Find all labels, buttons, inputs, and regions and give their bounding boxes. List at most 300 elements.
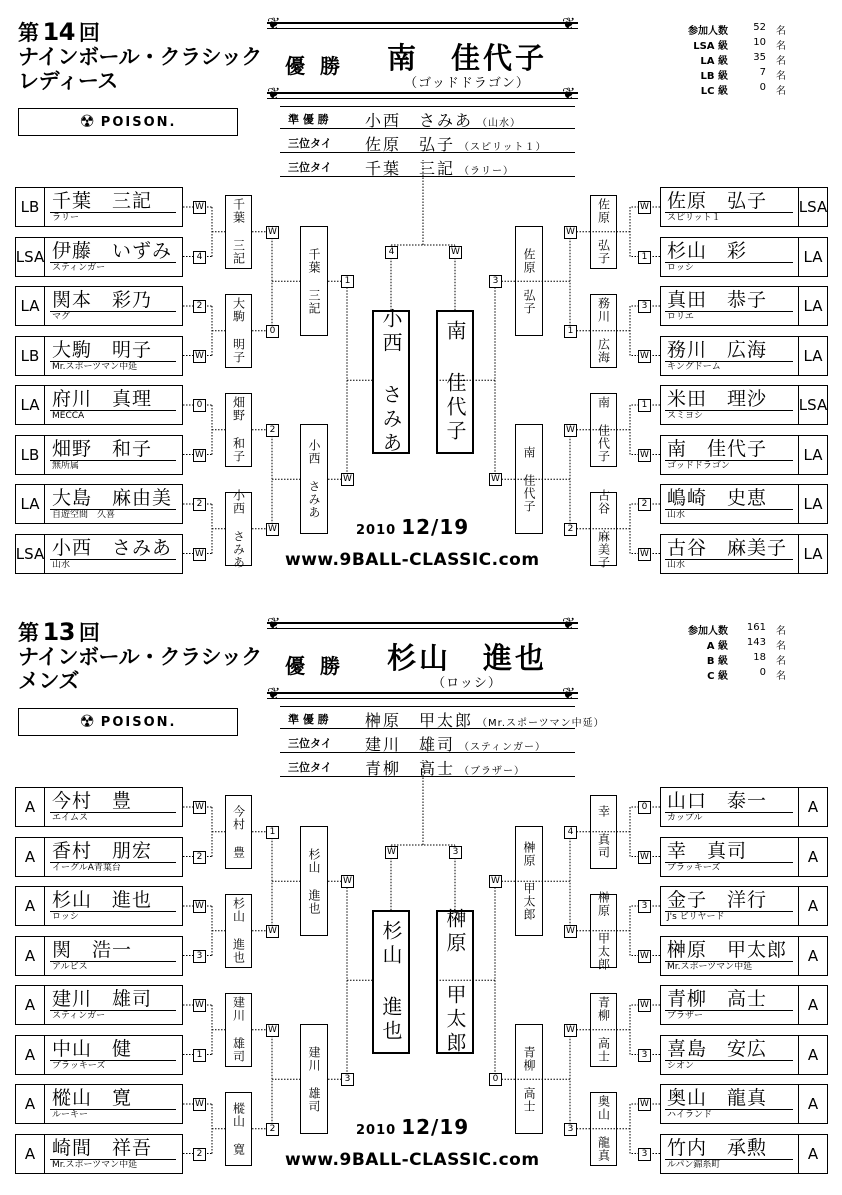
player-class: A bbox=[16, 887, 45, 925]
match-score: 2 bbox=[266, 424, 279, 437]
placing-label: 準 優 勝 bbox=[288, 713, 329, 726]
round2-player bbox=[590, 1092, 617, 1166]
player-name: 南 佳代子 bbox=[667, 437, 768, 460]
stat-row bbox=[662, 622, 802, 637]
match-score: W bbox=[638, 1098, 651, 1111]
player-name: 杉山 彩 bbox=[667, 239, 748, 262]
player-entry bbox=[660, 886, 828, 926]
match-score: 1 bbox=[341, 275, 354, 288]
placing-team: （スティンガー） bbox=[459, 742, 547, 753]
round3-name: 杉山 進也 bbox=[307, 847, 321, 915]
stat-label: C 級 bbox=[707, 671, 728, 682]
website-url: www.9BALL-CLASSIC.com bbox=[285, 550, 540, 570]
stat-unit: 名 bbox=[776, 41, 786, 52]
tournament-title bbox=[18, 20, 262, 93]
match-score: W bbox=[638, 851, 651, 864]
round2-player bbox=[590, 195, 617, 269]
match-score: 2 bbox=[193, 1148, 206, 1161]
match-score: W bbox=[638, 449, 651, 462]
player-class: A bbox=[798, 1036, 827, 1074]
match-score: W bbox=[564, 226, 577, 239]
finalist-left bbox=[372, 308, 410, 457]
player-entry bbox=[660, 484, 828, 524]
stat-unit: 名 bbox=[776, 71, 786, 82]
match-score: 4 bbox=[385, 246, 398, 259]
sponsor-logo bbox=[18, 108, 238, 136]
match-score: 2 bbox=[638, 498, 651, 511]
player-team: 山水 bbox=[52, 559, 71, 570]
player-entry bbox=[660, 534, 828, 574]
round2-player bbox=[590, 294, 617, 368]
finalist-right bbox=[436, 310, 474, 454]
player-team: ブラザー bbox=[667, 1011, 704, 1021]
player-entry bbox=[15, 985, 183, 1025]
player-entry bbox=[15, 484, 183, 524]
round3-name: 小西 さみあ bbox=[307, 439, 321, 520]
player-class: LA bbox=[798, 337, 827, 375]
match-score: 2 bbox=[193, 498, 206, 511]
round3-player bbox=[515, 226, 543, 336]
round2-player bbox=[225, 294, 252, 368]
event-year: 2010 bbox=[356, 1123, 397, 1138]
round2-player bbox=[225, 993, 252, 1067]
player-team: カップル bbox=[667, 813, 703, 823]
player-class: LSA bbox=[798, 386, 827, 424]
player-team: ロリエ bbox=[667, 312, 694, 322]
player-team: ゴッドドラゴン bbox=[667, 460, 730, 471]
stat-unit: 名 bbox=[776, 671, 786, 682]
player-entry bbox=[660, 1134, 828, 1174]
round3-name: 建川 雄司 bbox=[307, 1045, 321, 1113]
player-class: A bbox=[798, 838, 827, 876]
player-class: A bbox=[16, 1036, 45, 1074]
round3-player bbox=[515, 826, 543, 936]
match-score: W bbox=[193, 201, 206, 214]
player-team: ルーキー bbox=[52, 1110, 89, 1120]
event-date bbox=[356, 515, 469, 539]
ornament-rule bbox=[267, 622, 578, 629]
stat-unit: 名 bbox=[776, 26, 786, 37]
stat-label: B 級 bbox=[706, 656, 728, 667]
placing-row bbox=[280, 756, 575, 777]
match-score: W bbox=[193, 801, 206, 814]
player-name: 務川 広海 bbox=[667, 338, 768, 361]
player-team: ルパン錦糸町 bbox=[667, 1159, 721, 1170]
player-team: 自遊空間 久喜 bbox=[52, 510, 116, 520]
player-team: アルビス bbox=[52, 961, 88, 972]
player-name: 今村 豊 bbox=[52, 790, 133, 812]
placing-label: 三位タイ bbox=[288, 137, 332, 150]
champion-banner bbox=[267, 614, 578, 703]
player-name: 幸 真司 bbox=[667, 839, 748, 862]
player-class: A bbox=[798, 1085, 827, 1123]
round3-name: 榊原 甲太郎 bbox=[522, 841, 536, 922]
player-team: ロッシ bbox=[52, 912, 79, 922]
player-entry bbox=[660, 837, 828, 877]
match-score: W bbox=[489, 875, 502, 888]
skull-icon: ☢ bbox=[79, 712, 97, 732]
match-score: 1 bbox=[564, 325, 577, 338]
match-score: 3 bbox=[638, 1148, 651, 1161]
round2-player bbox=[225, 488, 252, 569]
round2-name: 南 佳代子 bbox=[596, 396, 611, 464]
stat-label: LSA 級 bbox=[693, 41, 728, 52]
stat-value: 0 bbox=[759, 82, 766, 93]
match-score: 2 bbox=[193, 300, 206, 313]
match-score: W bbox=[449, 246, 462, 259]
placing-label: 準 優 勝 bbox=[288, 113, 329, 126]
player-team: スティンガー bbox=[52, 262, 106, 273]
finalist-name: 小西 さみあ bbox=[379, 308, 403, 457]
player-class: A bbox=[16, 788, 45, 826]
player-entry bbox=[15, 886, 183, 926]
finalist-name: 杉山 進也 bbox=[379, 920, 403, 1045]
player-class: LA bbox=[798, 238, 827, 276]
player-entry bbox=[15, 1134, 183, 1174]
player-name: 山口 泰一 bbox=[667, 790, 768, 812]
champion-team: （ゴッドドラゴン） bbox=[404, 76, 530, 91]
player-name: 奥山 龍真 bbox=[667, 1087, 768, 1109]
title-suffix: 回 bbox=[78, 21, 100, 45]
player-entry bbox=[660, 985, 828, 1025]
match-score: W bbox=[638, 999, 651, 1012]
player-entry bbox=[15, 1035, 183, 1075]
player-name: 喜島 安広 bbox=[667, 1037, 768, 1060]
match-score: W bbox=[638, 201, 651, 214]
player-class: LA bbox=[798, 535, 827, 573]
player-class: A bbox=[16, 1135, 45, 1173]
player-name: 伊藤 いずみ bbox=[52, 239, 173, 262]
event-year: 2010 bbox=[356, 523, 397, 538]
player-class: LSA bbox=[16, 535, 45, 573]
round2-name: 小西 さみあ bbox=[231, 488, 246, 569]
round2-name: 青柳 高士 bbox=[596, 996, 611, 1064]
round2-name: 今村 豊 bbox=[231, 804, 246, 859]
player-class: A bbox=[16, 937, 45, 975]
player-name: 嶋崎 史恵 bbox=[667, 487, 768, 509]
player-class: LA bbox=[16, 287, 45, 325]
flourish-icon: ❦ bbox=[562, 14, 576, 33]
player-class: A bbox=[16, 986, 45, 1024]
title-prefix: 第 bbox=[18, 621, 39, 645]
player-team: ブラッキーズ bbox=[667, 862, 721, 873]
placing-label: 三位タイ bbox=[288, 761, 332, 774]
champion-banner bbox=[267, 14, 578, 103]
round3-player bbox=[515, 1024, 543, 1134]
player-class: LSA bbox=[798, 188, 827, 226]
sponsor-name: POISON. bbox=[100, 114, 177, 130]
player-entry bbox=[660, 1084, 828, 1124]
player-name: 青柳 高士 bbox=[667, 988, 768, 1010]
player-team: スティンガー bbox=[52, 1011, 106, 1021]
round2-name: 古谷 麻美子 bbox=[596, 488, 611, 569]
round2-name: 佐原 弘子 bbox=[596, 198, 611, 266]
round3-name: 青柳 高士 bbox=[522, 1045, 536, 1113]
placing-team: （山水） bbox=[477, 118, 522, 129]
stat-label: LA 級 bbox=[700, 56, 728, 67]
stat-value: 35 bbox=[753, 52, 766, 63]
round2-player bbox=[225, 894, 252, 968]
player-class: LB bbox=[16, 337, 45, 375]
placing-name: 榊原 甲太郎 bbox=[365, 711, 474, 730]
title-line: ナインボール・クラシック bbox=[18, 645, 262, 669]
match-score: 3 bbox=[638, 300, 651, 313]
match-score: 3 bbox=[193, 950, 206, 963]
player-name: 崎間 祥吾 bbox=[52, 1136, 153, 1159]
match-score: 3 bbox=[489, 275, 502, 288]
player-class: A bbox=[798, 887, 827, 925]
stat-value: 143 bbox=[746, 637, 766, 648]
player-name: 大島 麻由美 bbox=[52, 487, 173, 509]
round2-name: 榊原 甲太郎 bbox=[596, 890, 611, 971]
round3-name: 南 佳代子 bbox=[522, 445, 536, 513]
match-score: 0 bbox=[638, 801, 651, 814]
round2-player bbox=[590, 993, 617, 1067]
match-score: W bbox=[193, 350, 206, 363]
round2-name: 樅山 寛 bbox=[231, 1101, 246, 1156]
flourish-icon: ❦ bbox=[562, 684, 576, 703]
match-score: 0 bbox=[266, 325, 279, 338]
stat-unit: 名 bbox=[776, 656, 786, 667]
round2-player bbox=[590, 488, 617, 569]
division-label: レディース bbox=[18, 69, 118, 93]
placing-name: 小西 さみあ bbox=[365, 111, 474, 130]
player-team: スミヨシ bbox=[667, 411, 704, 421]
player-entry bbox=[15, 837, 183, 877]
stat-value: 0 bbox=[759, 667, 766, 678]
player-team: 無所属 bbox=[52, 460, 80, 471]
player-team: 山水 bbox=[667, 510, 686, 520]
player-entry bbox=[15, 534, 183, 574]
match-score: W bbox=[564, 925, 577, 938]
player-entry bbox=[15, 385, 183, 425]
round2-name: 奥山 龍真 bbox=[596, 1095, 611, 1163]
stat-unit: 名 bbox=[776, 86, 786, 97]
player-team: Mr.スポーツマン中延 bbox=[52, 1159, 138, 1170]
round2-player bbox=[590, 795, 617, 869]
flourish-icon: ❦ bbox=[562, 84, 576, 103]
stat-value: 7 bbox=[759, 67, 766, 78]
match-score: 1 bbox=[266, 826, 279, 839]
stat-label: LB 級 bbox=[700, 71, 728, 82]
champion-team: （ロッシ） bbox=[432, 676, 502, 691]
match-score: W bbox=[193, 449, 206, 462]
title-prefix: 第 bbox=[18, 21, 39, 45]
player-name: 畑野 和子 bbox=[52, 437, 153, 460]
champion-label: 優 勝 bbox=[285, 654, 344, 678]
round2-name: 杉山 進也 bbox=[231, 897, 246, 965]
match-score: 1 bbox=[193, 1049, 206, 1062]
finalist-left bbox=[372, 910, 410, 1054]
player-class: A bbox=[798, 937, 827, 975]
player-name: 古谷 麻美子 bbox=[667, 536, 788, 559]
match-score: 3 bbox=[638, 900, 651, 913]
player-name: 竹内 承勲 bbox=[667, 1136, 768, 1159]
match-score: 0 bbox=[193, 399, 206, 412]
round2-player bbox=[225, 1092, 252, 1166]
match-score: W bbox=[341, 875, 354, 888]
stat-value: 10 bbox=[753, 37, 766, 48]
match-score: 1 bbox=[638, 399, 651, 412]
finalist-name: 榊原 甲太郎 bbox=[443, 908, 467, 1057]
round3-player bbox=[300, 826, 328, 936]
champion-label: 優 勝 bbox=[285, 54, 344, 78]
player-entry bbox=[660, 435, 828, 475]
player-team: スピリット１ bbox=[667, 213, 721, 223]
placing-row bbox=[280, 708, 605, 730]
placing-name: 青柳 高士 bbox=[365, 759, 456, 778]
round3-name: 千葉 三記 bbox=[307, 247, 321, 315]
player-class: LA bbox=[16, 386, 45, 424]
player-class: LA bbox=[16, 485, 45, 523]
match-score: W bbox=[564, 1024, 577, 1037]
player-name: 府川 真理 bbox=[52, 388, 153, 410]
stat-label: 参加人数 bbox=[688, 626, 728, 637]
player-class: LB bbox=[16, 436, 45, 474]
match-score: W bbox=[266, 523, 279, 536]
match-score: 3 bbox=[449, 846, 462, 859]
stat-row bbox=[662, 67, 802, 82]
player-entry bbox=[15, 187, 183, 227]
player-team: キングドーム bbox=[667, 361, 721, 372]
website-url: www.9BALL-CLASSIC.com bbox=[285, 1150, 540, 1170]
match-score: W bbox=[638, 950, 651, 963]
finalist-right bbox=[436, 908, 474, 1057]
match-score: 4 bbox=[564, 826, 577, 839]
flourish-icon: ❦ bbox=[267, 684, 281, 703]
match-score: W bbox=[638, 548, 651, 561]
player-entry bbox=[15, 237, 183, 277]
placing-label: 三位タイ bbox=[288, 737, 332, 750]
player-entry bbox=[15, 435, 183, 475]
placing-name: 建川 雄司 bbox=[365, 735, 456, 754]
player-entry bbox=[660, 187, 828, 227]
champion-name: 南 佳代子 bbox=[386, 41, 547, 75]
match-score: W bbox=[266, 925, 279, 938]
edition-number: 14 bbox=[42, 18, 75, 46]
stat-row bbox=[662, 637, 802, 652]
player-class: A bbox=[798, 788, 827, 826]
event-date bbox=[356, 1115, 469, 1139]
champion-name: 杉山 進也 bbox=[386, 641, 547, 675]
stat-value: 18 bbox=[753, 652, 766, 663]
match-score: 0 bbox=[489, 1073, 502, 1086]
flourish-icon: ❦ bbox=[562, 614, 576, 633]
flourish-icon: ❦ bbox=[267, 14, 281, 33]
player-class: LA bbox=[798, 436, 827, 474]
player-name: 関本 彩乃 bbox=[52, 289, 153, 311]
stat-label: 参加人数 bbox=[688, 26, 728, 37]
edition-number: 13 bbox=[42, 618, 75, 646]
round3-player bbox=[300, 1024, 328, 1134]
player-class: LA bbox=[798, 485, 827, 523]
finalist-name: 南 佳代子 bbox=[443, 320, 467, 445]
player-class: A bbox=[798, 1135, 827, 1173]
round2-name: 千葉 三記 bbox=[231, 198, 246, 266]
match-score: 3 bbox=[341, 1073, 354, 1086]
player-team: ロッシ bbox=[667, 262, 694, 273]
player-team: ブラッキーズ bbox=[52, 1060, 106, 1071]
entry-stats bbox=[662, 622, 802, 682]
ornament-rule bbox=[267, 692, 578, 699]
player-team: シオン bbox=[667, 1060, 695, 1071]
player-name: 樅山 寛 bbox=[52, 1087, 133, 1109]
player-name: 米田 理沙 bbox=[667, 388, 768, 410]
round3-player bbox=[515, 424, 543, 534]
player-team: Mr.スポーツマン中延 bbox=[667, 961, 753, 972]
stat-row bbox=[662, 37, 802, 52]
player-name: 香村 朋宏 bbox=[52, 839, 153, 862]
match-score: W bbox=[489, 473, 502, 486]
stat-unit: 名 bbox=[776, 641, 786, 652]
round2-name: 建川 雄司 bbox=[231, 996, 246, 1064]
round2-name: 大駒 明子 bbox=[231, 297, 246, 365]
player-entry bbox=[15, 936, 183, 976]
title-line: ナインボール・クラシック bbox=[18, 45, 262, 69]
round2-name: 幸 真司 bbox=[596, 804, 611, 859]
bracket-section-ladies bbox=[0, 0, 842, 595]
round3-player bbox=[300, 226, 328, 336]
player-entry bbox=[15, 286, 183, 326]
skull-icon: ☢ bbox=[79, 112, 97, 132]
player-team: Mr.スポーツマン中延 bbox=[52, 361, 138, 372]
flourish-icon: ❦ bbox=[267, 614, 281, 633]
placing-row bbox=[280, 732, 575, 753]
stat-row bbox=[662, 667, 802, 682]
player-name: 建川 雄司 bbox=[52, 988, 153, 1010]
entry-stats bbox=[662, 22, 802, 97]
division-label: メンズ bbox=[18, 669, 79, 693]
player-entry bbox=[660, 237, 828, 277]
match-score: W bbox=[193, 999, 206, 1012]
placing-name: 佐原 弘子 bbox=[365, 135, 456, 154]
match-score: W bbox=[266, 226, 279, 239]
stat-label: LC 級 bbox=[700, 86, 728, 97]
placing-name: 千葉 三記 bbox=[365, 159, 456, 178]
placing-team: （スピリット１） bbox=[459, 142, 547, 153]
round2-player bbox=[225, 393, 252, 467]
stat-value: 52 bbox=[753, 22, 766, 33]
event-day: 12/19 bbox=[401, 515, 470, 539]
match-score: W bbox=[638, 350, 651, 363]
player-name: 大駒 明子 bbox=[52, 338, 153, 361]
stat-row bbox=[662, 52, 802, 67]
player-entry bbox=[660, 385, 828, 425]
player-team: ラリー bbox=[52, 213, 80, 223]
placing-team: （Mr.スポーツマン中延） bbox=[477, 718, 605, 729]
player-name: 関 浩一 bbox=[52, 938, 133, 961]
player-entry bbox=[15, 1084, 183, 1124]
match-score: 2 bbox=[193, 851, 206, 864]
round3-name: 佐原 弘子 bbox=[522, 247, 536, 315]
match-score: 3 bbox=[638, 1049, 651, 1062]
ornament-rule bbox=[267, 22, 578, 29]
player-team: イーグルA青葉台 bbox=[52, 862, 121, 873]
player-team: エイムス bbox=[52, 813, 89, 823]
match-score: 2 bbox=[266, 1123, 279, 1136]
player-name: 中山 健 bbox=[52, 1037, 133, 1060]
player-class: A bbox=[16, 1085, 45, 1123]
round2-player bbox=[590, 890, 617, 971]
match-score: 4 bbox=[193, 251, 206, 264]
player-name: 金子 洋行 bbox=[667, 889, 768, 911]
ornament-rule bbox=[267, 92, 578, 99]
round3-player bbox=[300, 424, 328, 534]
tournament-title bbox=[18, 620, 262, 693]
match-score: 2 bbox=[564, 523, 577, 536]
match-score: W bbox=[193, 1098, 206, 1111]
round2-player bbox=[225, 195, 252, 269]
